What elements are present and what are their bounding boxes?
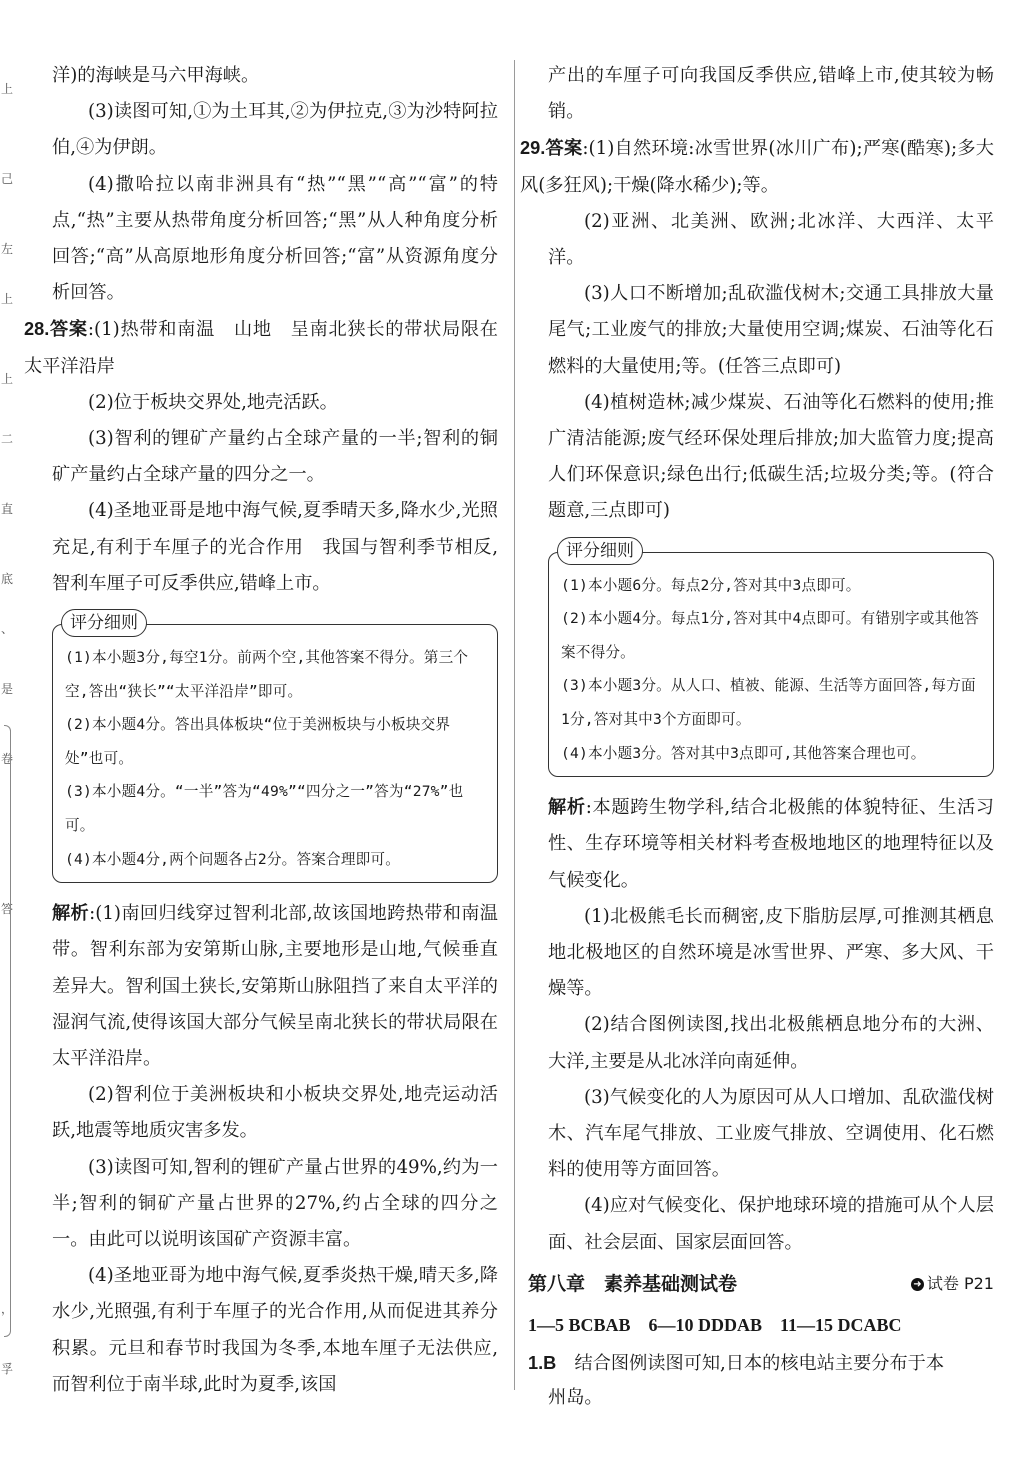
analysis-label: 解析 [548, 797, 586, 818]
answer-label: 答案 [49, 319, 88, 340]
scoring-rules-title: 评分细则 [61, 609, 147, 637]
edge-char: 是 [1, 682, 14, 696]
q28-answer [24, 311, 498, 384]
chapter-reference [911, 1271, 994, 1294]
scoring-rule: (2)本小题4分。答出具体板块“位于美洲板块与小板块交界处”也可。 [65, 716, 451, 767]
scoring-rule: (1)本小题3分,每空1分。前两个空,其他答案不得分。第三个空,答出“狭长”“太平洋沿岸”即可。 [65, 649, 469, 700]
answer-label: 答案 [545, 138, 583, 159]
edge-char: 上 [1, 372, 14, 386]
scoring-rule: (3)本小题4分。“一半”答为“49%”“四分之一”答为“27%”也可。 [65, 783, 464, 835]
edge-char: 二 [1, 432, 14, 446]
scoring-rule: (4)本小题4分,两个问题各占2分。答案合理即可。 [65, 850, 400, 868]
edge-char: 答 [1, 902, 14, 916]
edge-char: ， [1, 1302, 14, 1316]
answer-text: (3)人口不断增加;乱砍滥伐树木;交通工具排放大量尾气;工业废气的排放;大量使用空调;煤炭、石油等化石燃料的大量使用;等。(任答三点即可) [548, 283, 994, 377]
analysis-text: :本题跨生物学科,结合北极熊的体貌特征、生活习性、生存环境等相关材料考查极地地区的地理特征以及气候变化。 [548, 797, 994, 891]
right-column [520, 58, 994, 1415]
page-edge-fragments [0, 60, 14, 1390]
answer-text: (2)亚洲、北美洲、欧洲;北冰洋、大西洋、太平洋。 [548, 210, 994, 269]
answer-text: (3)智利的锂矿产量约占全球产量的一半;智利的铜矿产量约占全球产量的四分之一。 [52, 428, 498, 486]
analysis-text: (2)智利位于美洲板块和小板块交界处,地壳运动活跃,地震等地质灾害多发。 [52, 1084, 498, 1142]
edge-char: 孚 [1, 1362, 14, 1376]
q1-text: 结合图例读图可知,日本的核电站主要分布于本 [556, 1352, 945, 1374]
analysis-text: :(1)南回归线穿过智利北部,故该国地跨热带和南温带。智利东部为安第斯山脉,主要地形是山地,气候垂直差异大。智利国土狭长,安第斯山脉阻挡了来自太平洋的湿润气流,使得该国大部分气候呈南北狭长的带状局限在太平洋沿岸。 [52, 903, 498, 1070]
analysis-text: (3)气候变化的人为原因可从人口增加、乱砍滥伐树木、汽车尾气排放、工业废气排放、空调使用、化石燃料的使用等方面回答。 [548, 1086, 994, 1181]
scoring-rules-box [52, 613, 498, 883]
arrow-right-circle-icon: ➜ [911, 1278, 924, 1291]
edge-bracket [4, 725, 11, 1337]
scoring-rule: (2)本小题4分。每点1分,答对其中4点即可。有错别字或其他答案不得分。 [561, 610, 979, 661]
text-paragraph: (4)撒哈拉以南非洲具有“热”“黑”“高”“富”的特点,“热”主要从热带角度分析回答;“黑”从人种角度分析回答;“高”从高原地形角度分析回答;“富”从资源角度分析回答。 [52, 173, 498, 304]
scoring-rule: (4)本小题3分。答对其中3点即可,其他答案合理也可。 [561, 744, 926, 762]
q1-text-continued: 州岛。 [548, 1386, 603, 1408]
edge-char: 、 [1, 622, 14, 636]
analysis [52, 895, 498, 1077]
text-paragraph: (3)读图可知,①为土耳其,②为伊拉克,③为沙特阿拉伯,④为伊朗。 [52, 101, 498, 159]
answer-key: 1—5 BCBAB 6—10 DDDAB 11—15 DCABC [528, 1314, 902, 1335]
answer-text: (2)位于板块交界处,地壳活跃。 [88, 391, 338, 413]
analysis-text: (1)北极熊毛长而稠密,皮下脂肪层厚,可推测其栖息地北极地区的自然环境是冰雪世界、严寒、多大风、干燥等。 [548, 905, 994, 1000]
question-number: 28. [24, 319, 50, 340]
answer-text: :(1)自然环境:冰雪世界(冰川广布);严寒(酷寒);多大风(多狂风);干燥(降水稀少);等。 [520, 138, 994, 196]
answer-text: (4)植树造林;减少煤炭、石油等化石燃料的使用;推广清洁能源;废气经环保处理后排放;加大监管力度;提高人们环保意识;绿色出行;低碳生活;垃圾分类;等。(符合题意,三点即可) [548, 391, 994, 522]
chapter-title: 第八章 素养基础测试卷 [528, 1272, 738, 1295]
analysis [548, 789, 994, 899]
chapter-heading [528, 1269, 994, 1296]
chapter-ref-text: 试卷 P21 [926, 1273, 994, 1293]
q29-answer [520, 130, 994, 203]
edge-char: 底 [1, 572, 14, 586]
scoring-rule: (1)本小题6分。每点2分,答对其中3点即可。 [561, 576, 861, 594]
answer-text: (4)圣地亚哥是地中海气候,夏季晴天多,降水少,光照充足,有利于车厘子的光合作用 我国与智利季节相反,智利车厘子可反季供应,错峰上市。 [52, 500, 498, 594]
scoring-rule: (3)本小题3分。从人口、植被、能源、生活等方面回答,每方面1分,答对其中3个方面即可。 [561, 677, 976, 729]
edge-char: 上 [1, 292, 14, 306]
edge-char: 己 [1, 172, 14, 186]
analysis-label: 解析 [52, 903, 90, 924]
edge-char: 直 [1, 502, 14, 516]
edge-char: 左 [1, 242, 14, 256]
analysis-text: (4)应对气候变化、保护地球环境的措施可从个人层面、社会层面、国家层面回答。 [548, 1195, 994, 1253]
scoring-rules-title: 评分细则 [557, 537, 643, 565]
q1-explanation [528, 1346, 994, 1415]
question-number: 29. [520, 138, 546, 159]
analysis-text: (3)读图可知,智利的锂矿产量占世界的49%,约为一半;智利的铜矿产量占世界的27%,约占全球的四分之一。由此可以说明该国矿产资源丰富。 [52, 1156, 498, 1251]
edge-char: 上 [1, 82, 14, 96]
column-divider [514, 60, 515, 1390]
left-column [24, 58, 498, 1403]
text-line: 洋)的海峡是马六甲海峡。 [52, 65, 260, 86]
analysis-text: (2)结合图例读图,找出北极熊栖息地分布的大洲、大洋,主要是从北冰洋向南延伸。 [548, 1014, 994, 1072]
answer-text: :(1)热带和南温 山地 呈南北狭长的带状局限在太平洋沿岸 [24, 319, 498, 377]
scoring-rules-box [548, 540, 994, 778]
text-paragraph: 产出的车厘子可向我国反季供应,错峰上市,使其较为畅销。 [548, 65, 994, 123]
edge-char: 卷 [1, 752, 14, 766]
question-number: 1.B [528, 1352, 557, 1373]
analysis-text: (4)圣地亚哥为地中海气候,夏季炎热干燥,晴天多,降水少,光照强,有利于车厘子的光合作用,从而促进其养分积累。元旦和春节时我国为冬季,本地车厘子无法供应,而智利位于南半球,此时为夏季,该国 [52, 1265, 498, 1395]
